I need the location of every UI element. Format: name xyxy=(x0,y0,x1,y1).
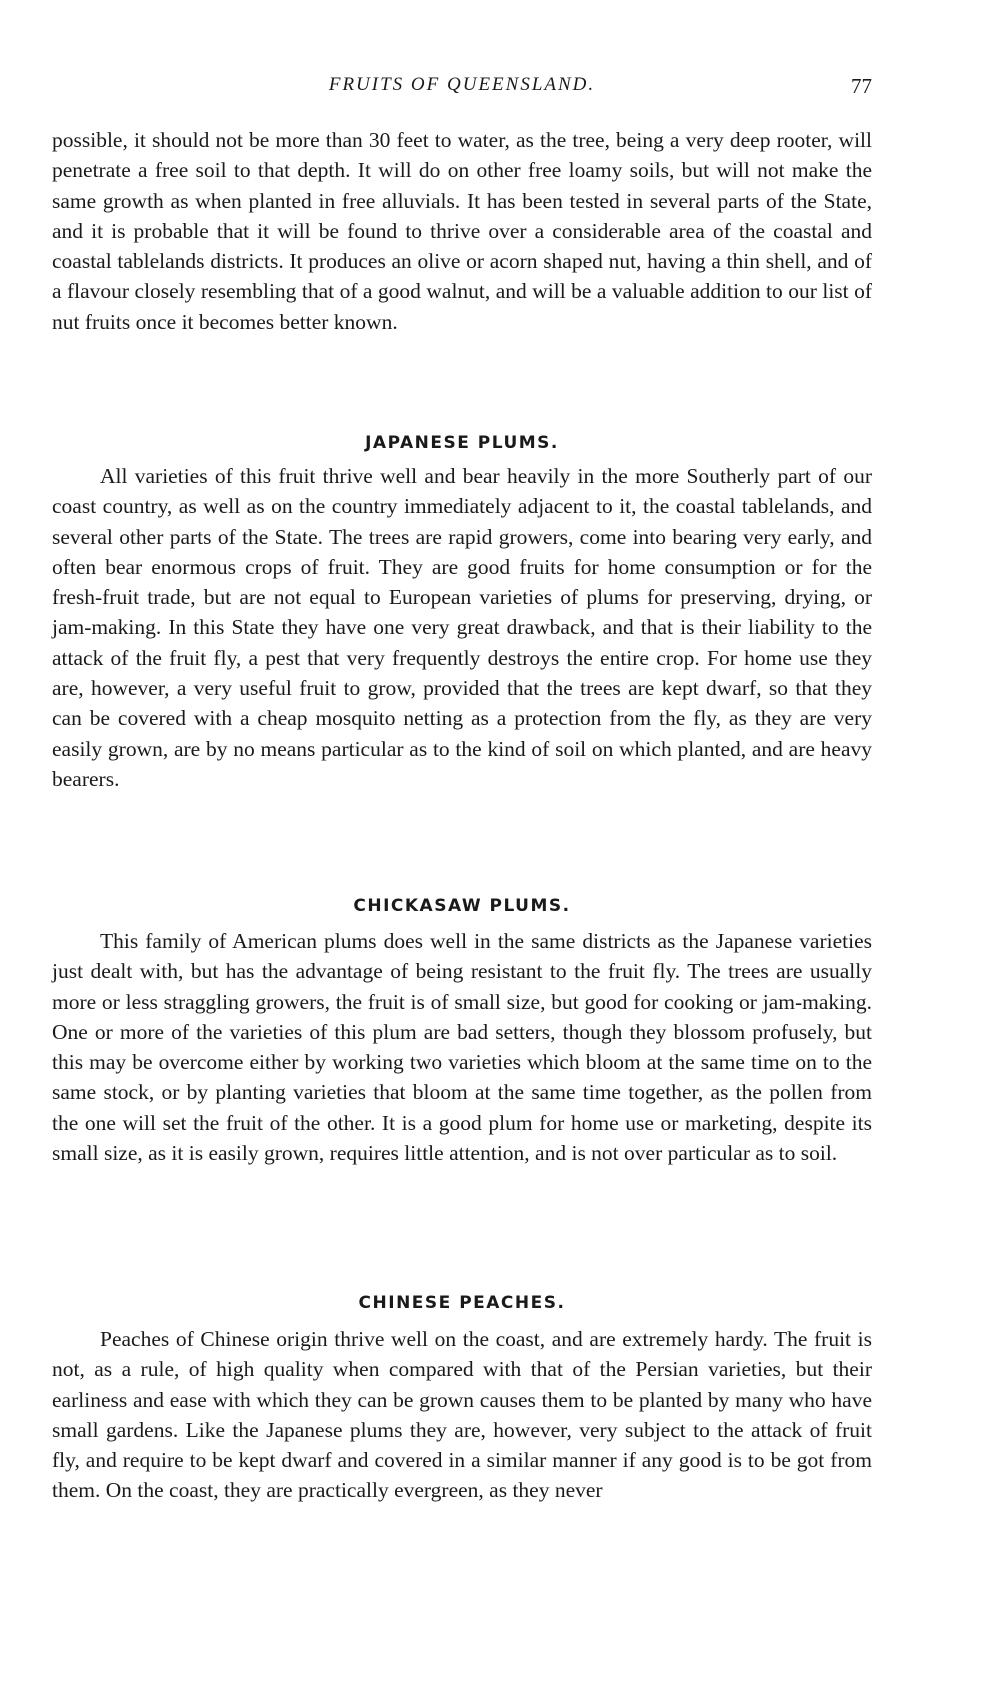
running-title: FRUITS OF QUEENSLAND. xyxy=(328,74,596,95)
section-body-japanese-plums: All varieties of this fruit thrive well and bear heavily in the more Southerly part of our coast country, as well as on the country immediately adjacent to it, the coastal tablelands, and several other parts of the State. The trees are rapid growers, come into bearing very early, and often bear enormous crops of fruit. They are good fruits for home consumption or for the fresh-fruit trade, but are not equal to European varieties of plums for preserving, drying, or jam-making. In this State they have one very great drawback, and that is their liability to the attack of the fruit fly, a pest that very frequently destroys the entire crop. For home use they are, however, a very useful fruit to grow, provided that the trees are kept dwarf, so that they can be covered with a cheap mosquito netting as a protection from the fly, as they are very easily grown, are by no means particular as to the kind of soil on which planted, and are heavy bearers. xyxy=(52,464,872,791)
running-header xyxy=(52,74,872,106)
page-number: 77 xyxy=(851,74,872,98)
section-heading-japanese-plums: JAPANESE PLUMS. xyxy=(365,433,559,453)
section-body-chinese-peaches: Peaches of Chinese origin thrive well on the coast, and are extremely hardy. The fruit is not, as a rule, of high quality when compared with that of the Persian varieties, but their earliness and ease with which they can be grown causes them to be planted by many who have small gardens. Like the Japanese plums they are, however, very subject to the attack of fruit fly, and require to be kept dwarf and covered in a similar manner if any good is to be got from them. On the coast, they are practically evergreen, as they never xyxy=(52,1327,872,1503)
section-heading-chickasaw-plums: CHICKASAW PLUMS. xyxy=(353,896,571,916)
intro-paragraph: possible, it should not be more than 30 feet to water, as the tree, being a very deep rooter, will penetrate a free soil to that depth. It will do on other free loamy soils, but will not make the same growth as when planted in free alluvials. It has been tested in several parts of the State, and it is probable that it will be found to thrive over a considerable area of the coastal and coastal tablelands districts. It produces an olive or acorn shaped nut, having a thin shell, and of a flavour closely resembling that of a good walnut, and will be a valuable addition to our list of nut fruits once it becomes better known. xyxy=(52,128,872,334)
section-heading-chinese-peaches: CHINESE PEACHES. xyxy=(358,1293,566,1313)
section-body-chickasaw-plums: This family of American plums does well in the same districts as the Japanese varieties just dealt with, but has the advantage of being resistant to the fruit fly. The trees are usually more or less straggling growers, the fruit is of small size, but good for cooking or jam-making. One or more of the varieties of this plum are bad setters, though they blossom profusely, but this may be overcome either by working two varieties which bloom at the same time on to the same stock, or by planting varieties that bloom at the same time together, as the pollen from the one will set the fruit of the other. It is a good plum for home use or marketing, despite its small size, as it is easily grown, requires little attention, and is not over particular as to soil. xyxy=(52,929,872,1166)
